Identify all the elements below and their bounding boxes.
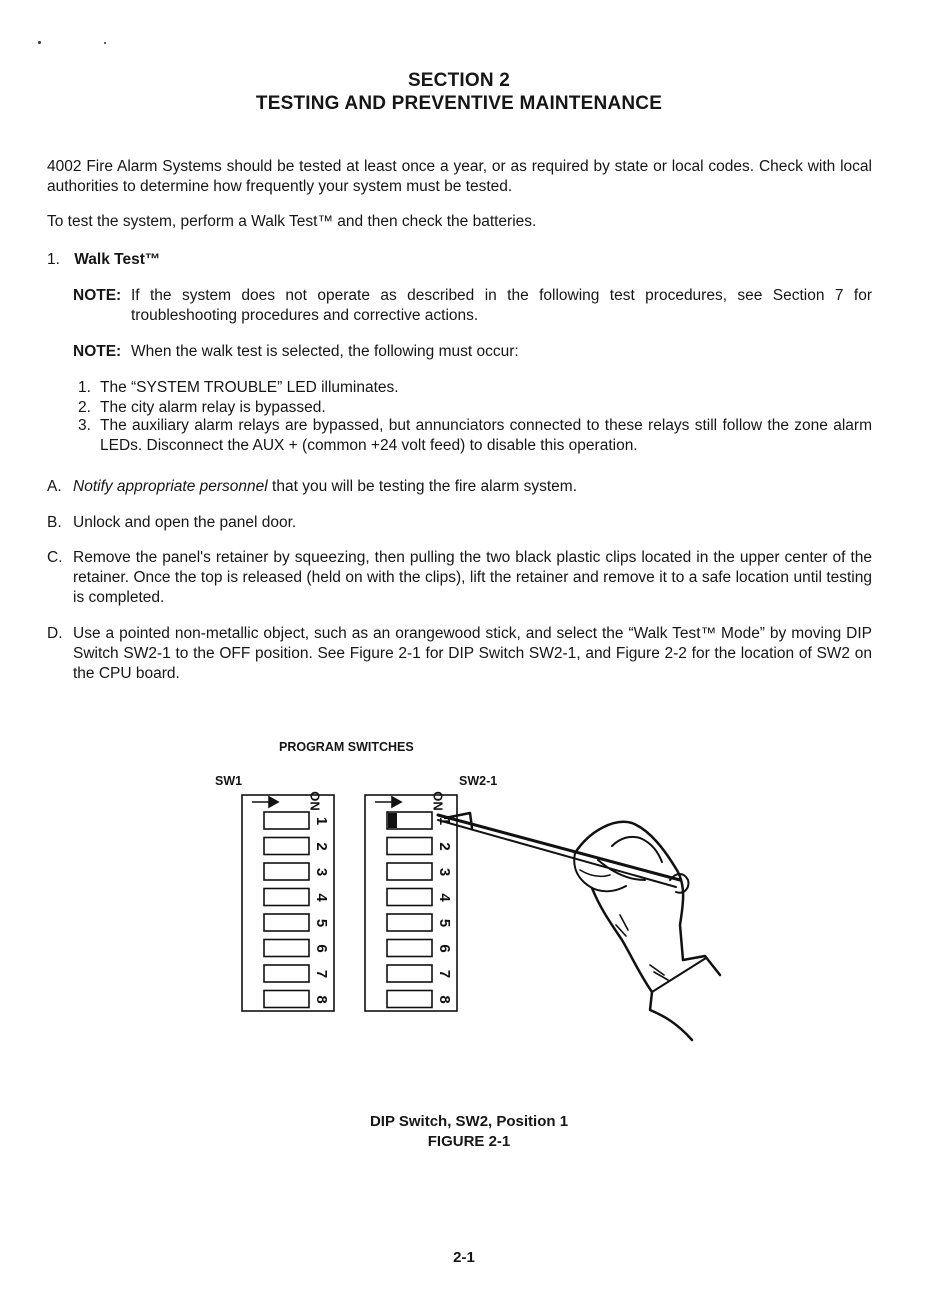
- program-switches-label: PROGRAM SWITCHES: [279, 740, 414, 754]
- switch-position-number: 1: [436, 816, 454, 826]
- on-arrow-icon: [375, 797, 401, 807]
- dip-switch-toggle: [264, 889, 309, 906]
- list-item-number: 1.: [78, 379, 91, 396]
- dip-switch-toggle: [387, 863, 432, 880]
- dip-switch-toggle: [387, 991, 432, 1008]
- step-letter: D.: [47, 625, 63, 642]
- note-text: If the system does not operate as described in the following test procedures, see Section 7 for troubleshooting procedures and corrective actions.: [131, 287, 872, 324]
- step-emphasis: Notify appropriate personnel: [73, 478, 268, 495]
- list-item-text: The city alarm relay is bypassed.: [100, 399, 326, 416]
- step-letter: B.: [47, 514, 62, 531]
- dip-switch-toggle: [387, 914, 432, 931]
- step-text: Remove the panel's retainer by squeezing, then pulling the two black plastic clips located in the upper center of the retainer. Once the top is released (held on with the clips), lift the retainer and remove it to a safe location until testing is completed.: [73, 549, 872, 606]
- sw2-label: SW2-1: [459, 774, 498, 788]
- sw1-dip-switch: [242, 791, 334, 1011]
- dip-switch-toggle: [264, 812, 309, 829]
- figure-number: FIGURE 2-1: [427, 1133, 511, 1150]
- switch-position-number: 8: [313, 995, 331, 1004]
- dip-switch-toggle: [264, 838, 309, 855]
- switch-position-number: 3: [313, 867, 331, 877]
- switch-position-number: 3: [436, 867, 454, 877]
- step-text: Unlock and open the panel door.: [73, 514, 297, 531]
- switch-position-number: 5: [313, 918, 331, 928]
- switch-position-number: 1: [313, 816, 331, 826]
- dip-switch-toggle: [264, 914, 309, 931]
- intro-paragraph: 4002 Fire Alarm Systems should be tested at least once a year, or as required by state or local codes. Check with local authorities to determine how frequently your system must be tested.: [47, 158, 872, 195]
- dip-switch-toggle: [264, 863, 309, 880]
- list-item-text: The auxiliary alarm relays are bypassed, but annunciators connected to these relays still follow the zone alarm LEDs. Disconnect the AUX + (common +24 volt feed) to disable this operation.: [100, 417, 872, 454]
- dip-switch-toggle: [387, 889, 432, 906]
- note-label: NOTE:: [73, 287, 122, 304]
- intro-test-instruction: To test the system, perform a Walk Test™ and then check the batteries.: [47, 213, 537, 230]
- list-item-number: 3.: [78, 417, 91, 434]
- step-text: Use a pointed non-metallic object, such as an orangewood stick, and select the “Walk Test™ Mode” by moving DIP Switch SW2-1 to the OFF position. See Figure 2-1 for DIP Switch SW2-1, and Figure 2-2 for the location of SW2 on the CPU board.: [73, 625, 872, 682]
- sw1-label: SW1: [215, 774, 243, 788]
- list-item-number: 2.: [78, 399, 91, 416]
- switch-position-number: 5: [436, 918, 454, 928]
- switch-position-number: 7: [436, 969, 454, 979]
- dip-switch-toggle: [387, 838, 432, 855]
- section-title: TESTING AND PREVENTIVE MAINTENANCE: [255, 93, 663, 114]
- step-letter: C.: [47, 549, 63, 566]
- figure-caption: DIP Switch, SW2, Position 1: [369, 1113, 569, 1130]
- switch-position-number: 7: [313, 969, 331, 979]
- switch-position-number: 2: [436, 842, 454, 851]
- step-body: that you will be testing the fire alarm system.: [267, 478, 578, 495]
- walk-test-number: 1.: [47, 251, 60, 268]
- dip-switch-actuator-off: [388, 813, 397, 828]
- switch-position-number: 4: [313, 893, 331, 902]
- note-text: When the walk test is selected, the following must occur:: [131, 343, 519, 360]
- switch-position-number: 6: [313, 944, 331, 953]
- dip-switch-toggle: [264, 991, 309, 1008]
- switch-position-number: 6: [436, 944, 454, 953]
- switch-position-number: 4: [436, 893, 454, 902]
- on-arrow-icon: [252, 797, 278, 807]
- walk-test-title: Walk Test™: [74, 251, 161, 268]
- on-label: ON: [430, 791, 446, 811]
- on-label: ON: [307, 791, 323, 811]
- hand-holding-stick-illustration: [438, 813, 720, 1040]
- list-item-text: The “SYSTEM TROUBLE” LED illuminates.: [100, 379, 399, 396]
- note-label: NOTE:: [73, 343, 122, 360]
- switch-position-number: 2: [313, 842, 331, 851]
- dip-switch-toggle: [387, 940, 432, 957]
- page-number: 2-1: [453, 1249, 475, 1266]
- sw2-dip-switch: [365, 791, 457, 1011]
- dip-switch-toggle: [264, 965, 309, 982]
- step-letter: A.: [47, 478, 62, 495]
- section-number: SECTION 2: [407, 70, 511, 91]
- dip-switch-toggle: [264, 940, 309, 957]
- dip-switch-toggle: [387, 965, 432, 982]
- switch-position-number: 8: [436, 995, 454, 1004]
